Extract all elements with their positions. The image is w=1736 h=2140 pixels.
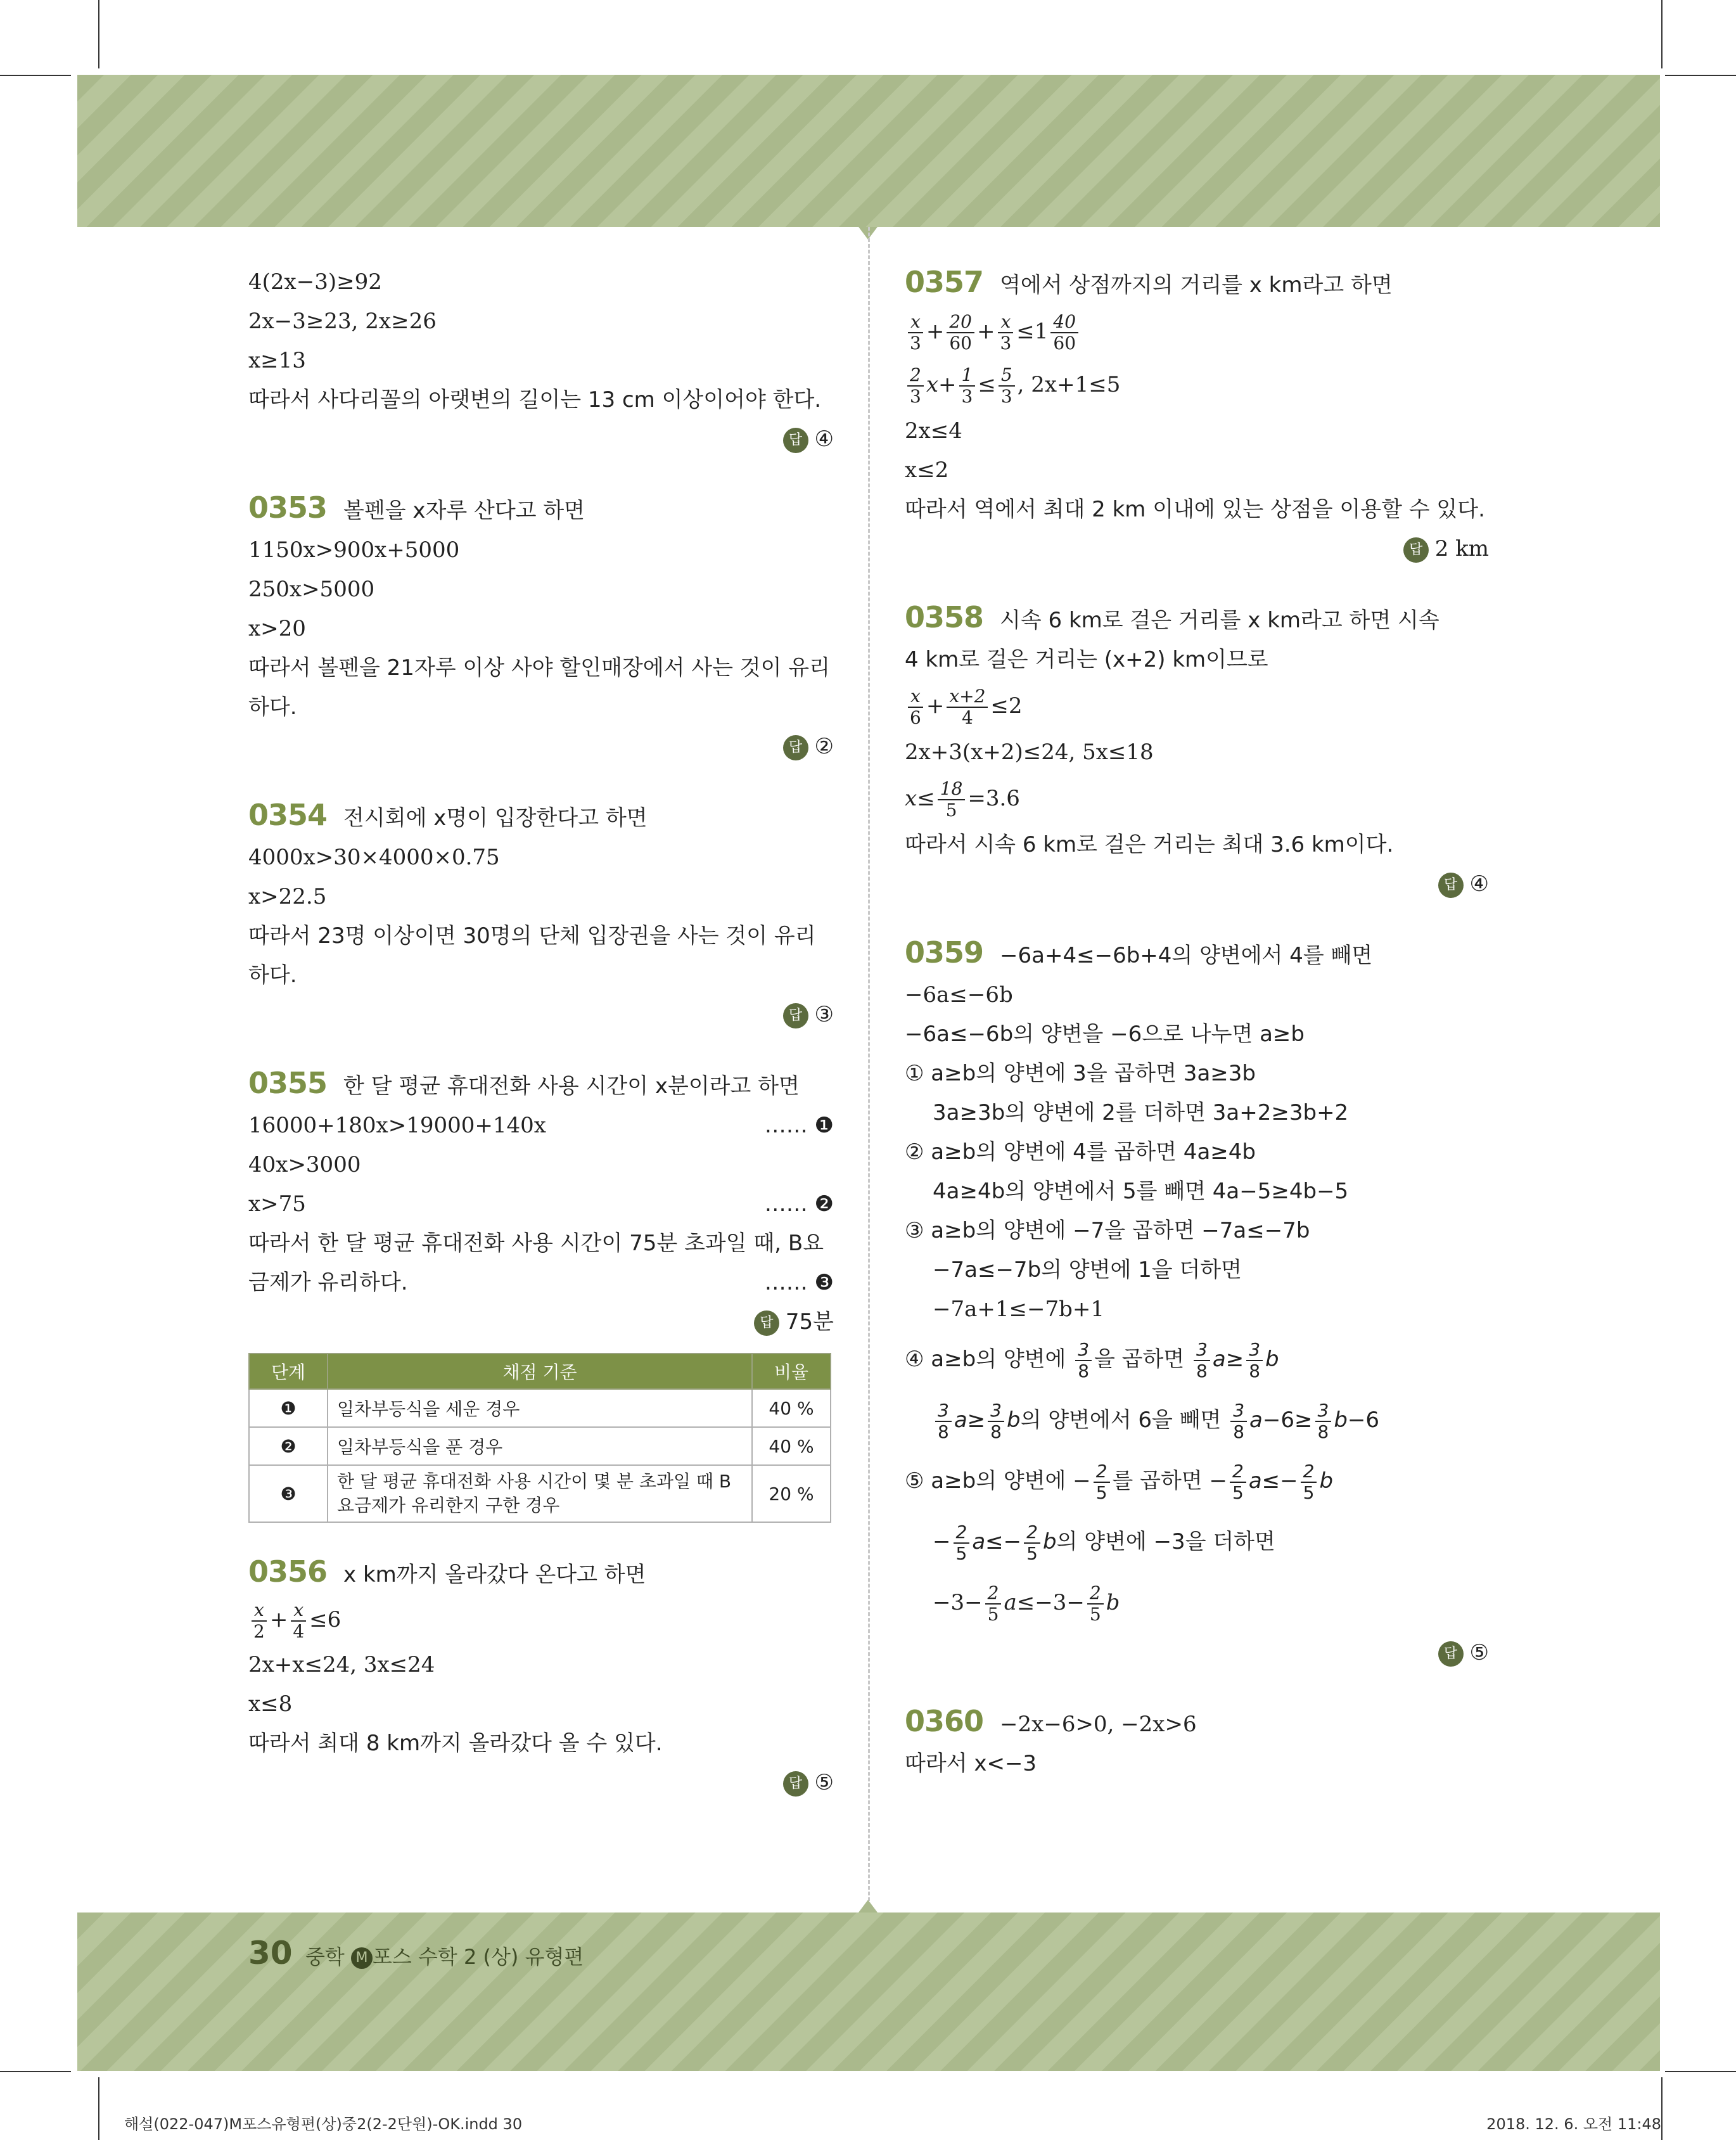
problem-heading bbox=[248, 1063, 834, 1106]
step-cell: ❷ bbox=[249, 1427, 328, 1465]
solution-line: −6a≤−6b의 양변을 −6으로 나누면 a≥b bbox=[905, 1022, 1305, 1047]
fraction: $\frac{3}{8}$ bbox=[1315, 1400, 1332, 1442]
solution-line: 3a≥3b의 양변에 2를 더하면 3a+2≥3b+2 bbox=[933, 1100, 1349, 1125]
step-marker: …… ❶ bbox=[764, 1113, 834, 1138]
fraction: $\frac{3}{8}$ bbox=[1230, 1400, 1247, 1442]
answer-row bbox=[248, 420, 834, 459]
fraction: $\frac{2}{5}$ bbox=[1024, 1522, 1040, 1564]
scoring-header-row bbox=[249, 1354, 831, 1389]
problem-number: 0357 bbox=[905, 265, 984, 299]
header-band bbox=[77, 75, 1660, 227]
crop-mark bbox=[98, 2077, 99, 2140]
answer-value: ④ bbox=[814, 426, 834, 452]
answer-value: ③ bbox=[814, 1002, 834, 1027]
equation: , 2x+1≤5 bbox=[1017, 372, 1121, 397]
answer-badge: 답 bbox=[783, 1771, 808, 1797]
step-cell: ❶ bbox=[249, 1389, 328, 1427]
solution-line: ⑤ a≥b의 양변에 − $\frac{2}{5}$ 를 곱하면 − $\frac{2}{5}$ a≤− $\frac{2}{5}$ b bbox=[905, 1460, 1334, 1503]
ratio-cell: 40 % bbox=[752, 1389, 831, 1427]
solution-line: $\frac{x}{3}$ + $\frac{20}{60}$ + $\frac{x}{3}$ ≤1 $\frac{40}{60}$ bbox=[905, 305, 1489, 358]
conclusion: 금제가 유리하다. bbox=[248, 1270, 408, 1295]
solution-line: ④ a≥b의 양변에 $\frac{3}{8}$ 을 곱하면 $\frac{3}{8}$ a≥ $\frac{3}{8}$ b bbox=[905, 1338, 1279, 1381]
fraction: $\frac{x}{6}$ bbox=[907, 686, 924, 728]
step-text: ⑤ a≥b의 양변에 − bbox=[905, 1468, 1091, 1494]
fraction: $\frac{2}{5}$ bbox=[1301, 1461, 1317, 1503]
table-row bbox=[249, 1389, 831, 1427]
problem-heading bbox=[905, 598, 1489, 640]
solution-line: 따라서 볼펜을 21자루 이상 사야 할인매장에서 사는 것이 유리 bbox=[248, 655, 830, 681]
equation: 16000+180x>19000+140x bbox=[248, 1113, 546, 1138]
solution-line: 40x>3000 bbox=[248, 1152, 361, 1177]
fraction: $\frac{2}{5}$ bbox=[954, 1522, 970, 1564]
solution-line: −7a≤−7b의 양변에 1을 더하면 bbox=[933, 1257, 1242, 1283]
fraction: $\frac{3}{8}$ bbox=[1246, 1340, 1263, 1381]
solution-line: x>20 bbox=[248, 616, 306, 641]
solution-line: −3− $\frac{2}{5}$ a≤−3− $\frac{2}{5}$ b bbox=[933, 1582, 1120, 1625]
fraction: $\frac{2}{5}$ bbox=[1087, 1583, 1104, 1625]
problem-number: 0355 bbox=[248, 1066, 328, 1100]
book-title bbox=[305, 1941, 584, 1970]
fraction: $\frac{3}{8}$ bbox=[1075, 1340, 1092, 1381]
solution-line: 4000x>30×4000×0.75 bbox=[248, 845, 500, 870]
solution-line: 따라서 최대 8 km까지 올라갔다 올 수 있다. bbox=[248, 1731, 663, 1756]
problem-number: 0358 bbox=[905, 600, 984, 634]
problem-intro: x km까지 올라갔다 온다고 하면 bbox=[343, 1562, 646, 1587]
table-row bbox=[249, 1465, 831, 1522]
problem-intro: 한 달 평균 휴대전화 사용 시간이 x분이라고 하면 bbox=[343, 1073, 800, 1099]
answer-row bbox=[905, 529, 1489, 568]
problem-number: 0360 bbox=[905, 1704, 984, 1738]
step-text: ④ a≥b의 양변에 bbox=[905, 1347, 1066, 1372]
crop-mark bbox=[98, 0, 99, 68]
solution-line: x≤ $\frac{18}{5}$ =3.6 bbox=[905, 778, 1020, 821]
criteria-cell: 한 달 평균 휴대전화 사용 시간이 몇 분 초과일 때 B요금제가 유리한지 구한 경우 bbox=[328, 1465, 752, 1522]
solution-line bbox=[248, 1184, 834, 1224]
answer-badge: 답 bbox=[1438, 873, 1464, 898]
solution-line: 따라서 23명 이상이면 30명의 단체 입장권을 사는 것이 유리 bbox=[248, 923, 816, 949]
answer-row bbox=[248, 995, 834, 1034]
answer-badge: 답 bbox=[783, 428, 808, 453]
fraction: $\frac{1}{3}$ bbox=[959, 365, 976, 407]
problem-number: 0356 bbox=[248, 1554, 328, 1589]
problem-intro: 시속 6 km로 걸은 거리를 x km라고 하면 시속 bbox=[1000, 608, 1439, 633]
problem-number: 0354 bbox=[248, 798, 328, 832]
answer-value: ⑤ bbox=[1469, 1640, 1489, 1665]
fraction: $\frac{3}{8}$ bbox=[1194, 1340, 1210, 1381]
step-cell: ❸ bbox=[249, 1465, 328, 1522]
solution-line: −6a≤−6b bbox=[905, 982, 1013, 1008]
fraction: $\frac{2}{5}$ bbox=[1230, 1461, 1246, 1503]
fraction: $\frac{x}{3}$ bbox=[907, 312, 924, 354]
solution-line: $\frac{x}{6}$ + $\frac{x+2}{4}$ ≤2 bbox=[905, 679, 1489, 733]
step-text: 을 곱하면 bbox=[1094, 1347, 1185, 1372]
problem-heading bbox=[248, 1552, 834, 1594]
step-marker: …… ❸ bbox=[764, 1270, 834, 1295]
problem-number: 0359 bbox=[905, 935, 984, 970]
fraction: $\frac{2}{3}$ bbox=[907, 365, 924, 407]
solution-line: 2x+x≤24, 3x≤24 bbox=[248, 1652, 435, 1677]
answer-value: 2 km bbox=[1434, 536, 1489, 561]
table-row bbox=[249, 1427, 831, 1465]
solution-line: 2x+3(x+2)≤24, 5x≤18 bbox=[905, 740, 1154, 765]
problem-heading bbox=[905, 1701, 1489, 1744]
solution-line: $\frac{x}{2}$ + $\frac{x}{4}$ ≤6 bbox=[248, 1594, 834, 1645]
solution-line: x≥13 bbox=[248, 348, 306, 373]
answer-badge: 답 bbox=[1438, 1641, 1464, 1667]
answer-value: ④ bbox=[1469, 871, 1489, 897]
scoring-table bbox=[248, 1353, 831, 1523]
footer-band bbox=[77, 1913, 1660, 2071]
solution-line: 4 km로 걸은 거리는 (x+2) km이므로 bbox=[905, 647, 1268, 672]
solution-line: 2x−3≥23, 2x≥26 bbox=[248, 309, 437, 334]
equation: ≤6 bbox=[309, 1607, 341, 1632]
solution-line: − $\frac{2}{5}$ a≤− $\frac{2}{5}$ b의 양변에 −3을 더하면 bbox=[933, 1521, 1275, 1564]
answer-value: ② bbox=[814, 734, 834, 759]
left-column bbox=[248, 262, 834, 1802]
solution-line: 하다. bbox=[248, 695, 297, 720]
fraction: $\frac{40}{60}$ bbox=[1050, 312, 1078, 354]
criteria-cell: 일차부등식을 세운 경우 bbox=[328, 1389, 752, 1427]
answer-row bbox=[905, 864, 1489, 904]
solution-line: 4(2x−3)≥92 bbox=[248, 269, 382, 295]
fraction: $\frac{3}{8}$ bbox=[988, 1400, 1004, 1442]
file-slug: 해설(022-047)M포스유형편(상)중2(2-2단원)-OK.indd 30 bbox=[124, 2115, 523, 2133]
answer-badge: 답 bbox=[783, 1003, 808, 1028]
fraction: $\frac{x}{3}$ bbox=[997, 312, 1014, 354]
problem-intro: 전시회에 x명이 입장한다고 하면 bbox=[343, 805, 648, 831]
solution-line bbox=[248, 1106, 834, 1145]
solution-line: $\frac{3}{8}$ a≥ $\frac{3}{8}$ b의 양변에서 6을 빼면 $\frac{3}{8}$ a−6≥ $\frac{3}{8}$ b−6 bbox=[905, 1390, 1489, 1451]
crop-mark bbox=[1661, 0, 1663, 68]
answer-value: 75분 bbox=[785, 1309, 834, 1335]
problem-intro: −2x−6>0, −2x>6 bbox=[1000, 1712, 1197, 1737]
solution-line: ① a≥b의 양변에 3을 곱하면 3a≥3b bbox=[905, 1061, 1256, 1086]
ratio-cell: 20 % bbox=[752, 1465, 831, 1522]
problem-intro: −6a+4≤−6b+4의 양변에서 4를 빼면 bbox=[1000, 943, 1373, 968]
solution-line: ③ a≥b의 양변에 −7을 곱하면 −7a≤−7b bbox=[905, 1218, 1310, 1243]
step-text: 의 양변에서 6을 빼면 bbox=[1020, 1407, 1222, 1433]
solution-line: x>22.5 bbox=[248, 884, 327, 909]
crop-mark bbox=[0, 2071, 71, 2072]
step-text: 의 양변에 −3을 더하면 bbox=[1056, 1529, 1275, 1554]
solution-line: 250x>5000 bbox=[248, 577, 375, 602]
equation: x>75 bbox=[248, 1191, 306, 1217]
crop-mark bbox=[0, 75, 71, 76]
answer-row bbox=[248, 727, 834, 766]
solution-line: x≤2 bbox=[905, 458, 949, 483]
title-prefix: 중학 bbox=[305, 1945, 345, 1969]
answer-row bbox=[248, 1763, 834, 1802]
problem-heading bbox=[248, 488, 834, 530]
fraction: $\frac{2}{5}$ bbox=[985, 1583, 1002, 1625]
step-marker: …… ❷ bbox=[764, 1191, 834, 1217]
solution-line: 4a≥4b의 양변에서 5를 빼면 4a−5≥4b−5 bbox=[933, 1179, 1349, 1204]
solution-line: 하다. bbox=[248, 963, 297, 988]
solution-line: −7a+1≤−7b+1 bbox=[933, 1297, 1105, 1322]
answer-badge: 답 bbox=[783, 735, 808, 760]
criteria-cell: 일차부등식을 푼 경우 bbox=[328, 1427, 752, 1465]
step-text: 를 곱하면 − bbox=[1112, 1468, 1227, 1494]
col-header-ratio: 비율 bbox=[752, 1354, 831, 1389]
solution-line: 따라서 역에서 최대 2 km 이내에 있는 상점을 이용할 수 있다. bbox=[905, 497, 1485, 522]
title-suffix: 포스 수학 2 (상) 유형편 bbox=[373, 1945, 584, 1969]
solution-line: x≤8 bbox=[248, 1691, 293, 1717]
answer-row bbox=[248, 1302, 834, 1342]
crop-mark bbox=[1665, 75, 1736, 76]
date-slug: 2018. 12. 6. 오전 11:48 bbox=[1486, 2115, 1661, 2133]
solution-line: 따라서 한 달 평균 휴대전화 사용 시간이 75분 초과일 때, B요 bbox=[248, 1231, 824, 1256]
solution-line: 따라서 x<−3 bbox=[905, 1751, 1037, 1776]
crop-mark bbox=[1661, 2077, 1663, 2140]
answer-row bbox=[905, 1633, 1489, 1672]
divider-notch bbox=[858, 1900, 878, 1913]
fraction: $\frac{5}{3}$ bbox=[999, 365, 1015, 407]
solution-line: 1150x>900x+5000 bbox=[248, 537, 460, 563]
solution-line: $\frac{2}{3}$ x+ $\frac{1}{3}$ ≤ $\frac{5}{3}$ , 2x+1≤5 bbox=[905, 358, 1489, 411]
page-number: 30 bbox=[248, 1935, 293, 1971]
fraction: $\frac{20}{60}$ bbox=[947, 312, 974, 354]
fraction: $\frac{3}{8}$ bbox=[935, 1400, 952, 1442]
problem-heading bbox=[905, 933, 1489, 975]
m-logo-icon: M bbox=[351, 1947, 373, 1969]
answer-badge: 답 bbox=[1403, 537, 1429, 563]
answer-badge: 답 bbox=[754, 1310, 779, 1336]
col-header-criteria: 채점 기준 bbox=[328, 1354, 752, 1389]
answer-value: ⑤ bbox=[814, 1770, 834, 1795]
fraction: $\frac{2}{5}$ bbox=[1094, 1461, 1110, 1503]
fraction: $\frac{x+2}{4}$ bbox=[947, 686, 988, 728]
problem-number: 0353 bbox=[248, 490, 328, 525]
problem-intro: 볼펜을 x자루 산다고 하면 bbox=[343, 498, 585, 523]
problem-heading bbox=[248, 795, 834, 838]
fraction: $\frac{x}{2}$ bbox=[251, 1600, 267, 1642]
solution-line bbox=[248, 1263, 834, 1302]
equation: =3.6 bbox=[967, 786, 1020, 811]
solution-line: 따라서 사다리꼴의 아랫변의 길이는 13 cm 이상이어야 한다. bbox=[248, 387, 822, 413]
fraction: $\frac{18}{5}$ bbox=[938, 779, 966, 821]
solution-line: 2x≤4 bbox=[905, 418, 962, 444]
ratio-cell: 40 % bbox=[752, 1427, 831, 1465]
fraction: $\frac{x}{4}$ bbox=[290, 1600, 307, 1642]
problem-heading bbox=[905, 262, 1489, 305]
problem-intro: 역에서 상점까지의 거리를 x km라고 하면 bbox=[1000, 272, 1393, 298]
column-divider bbox=[868, 227, 870, 1913]
right-column bbox=[905, 262, 1489, 1783]
solution-line: ② a≥b의 양변에 4를 곱하면 4a≥4b bbox=[905, 1139, 1256, 1165]
col-header-step: 단계 bbox=[249, 1354, 328, 1389]
solution-line: 따라서 시속 6 km로 걸은 거리는 최대 3.6 km이다. bbox=[905, 832, 1394, 857]
crop-mark bbox=[1665, 2071, 1736, 2072]
